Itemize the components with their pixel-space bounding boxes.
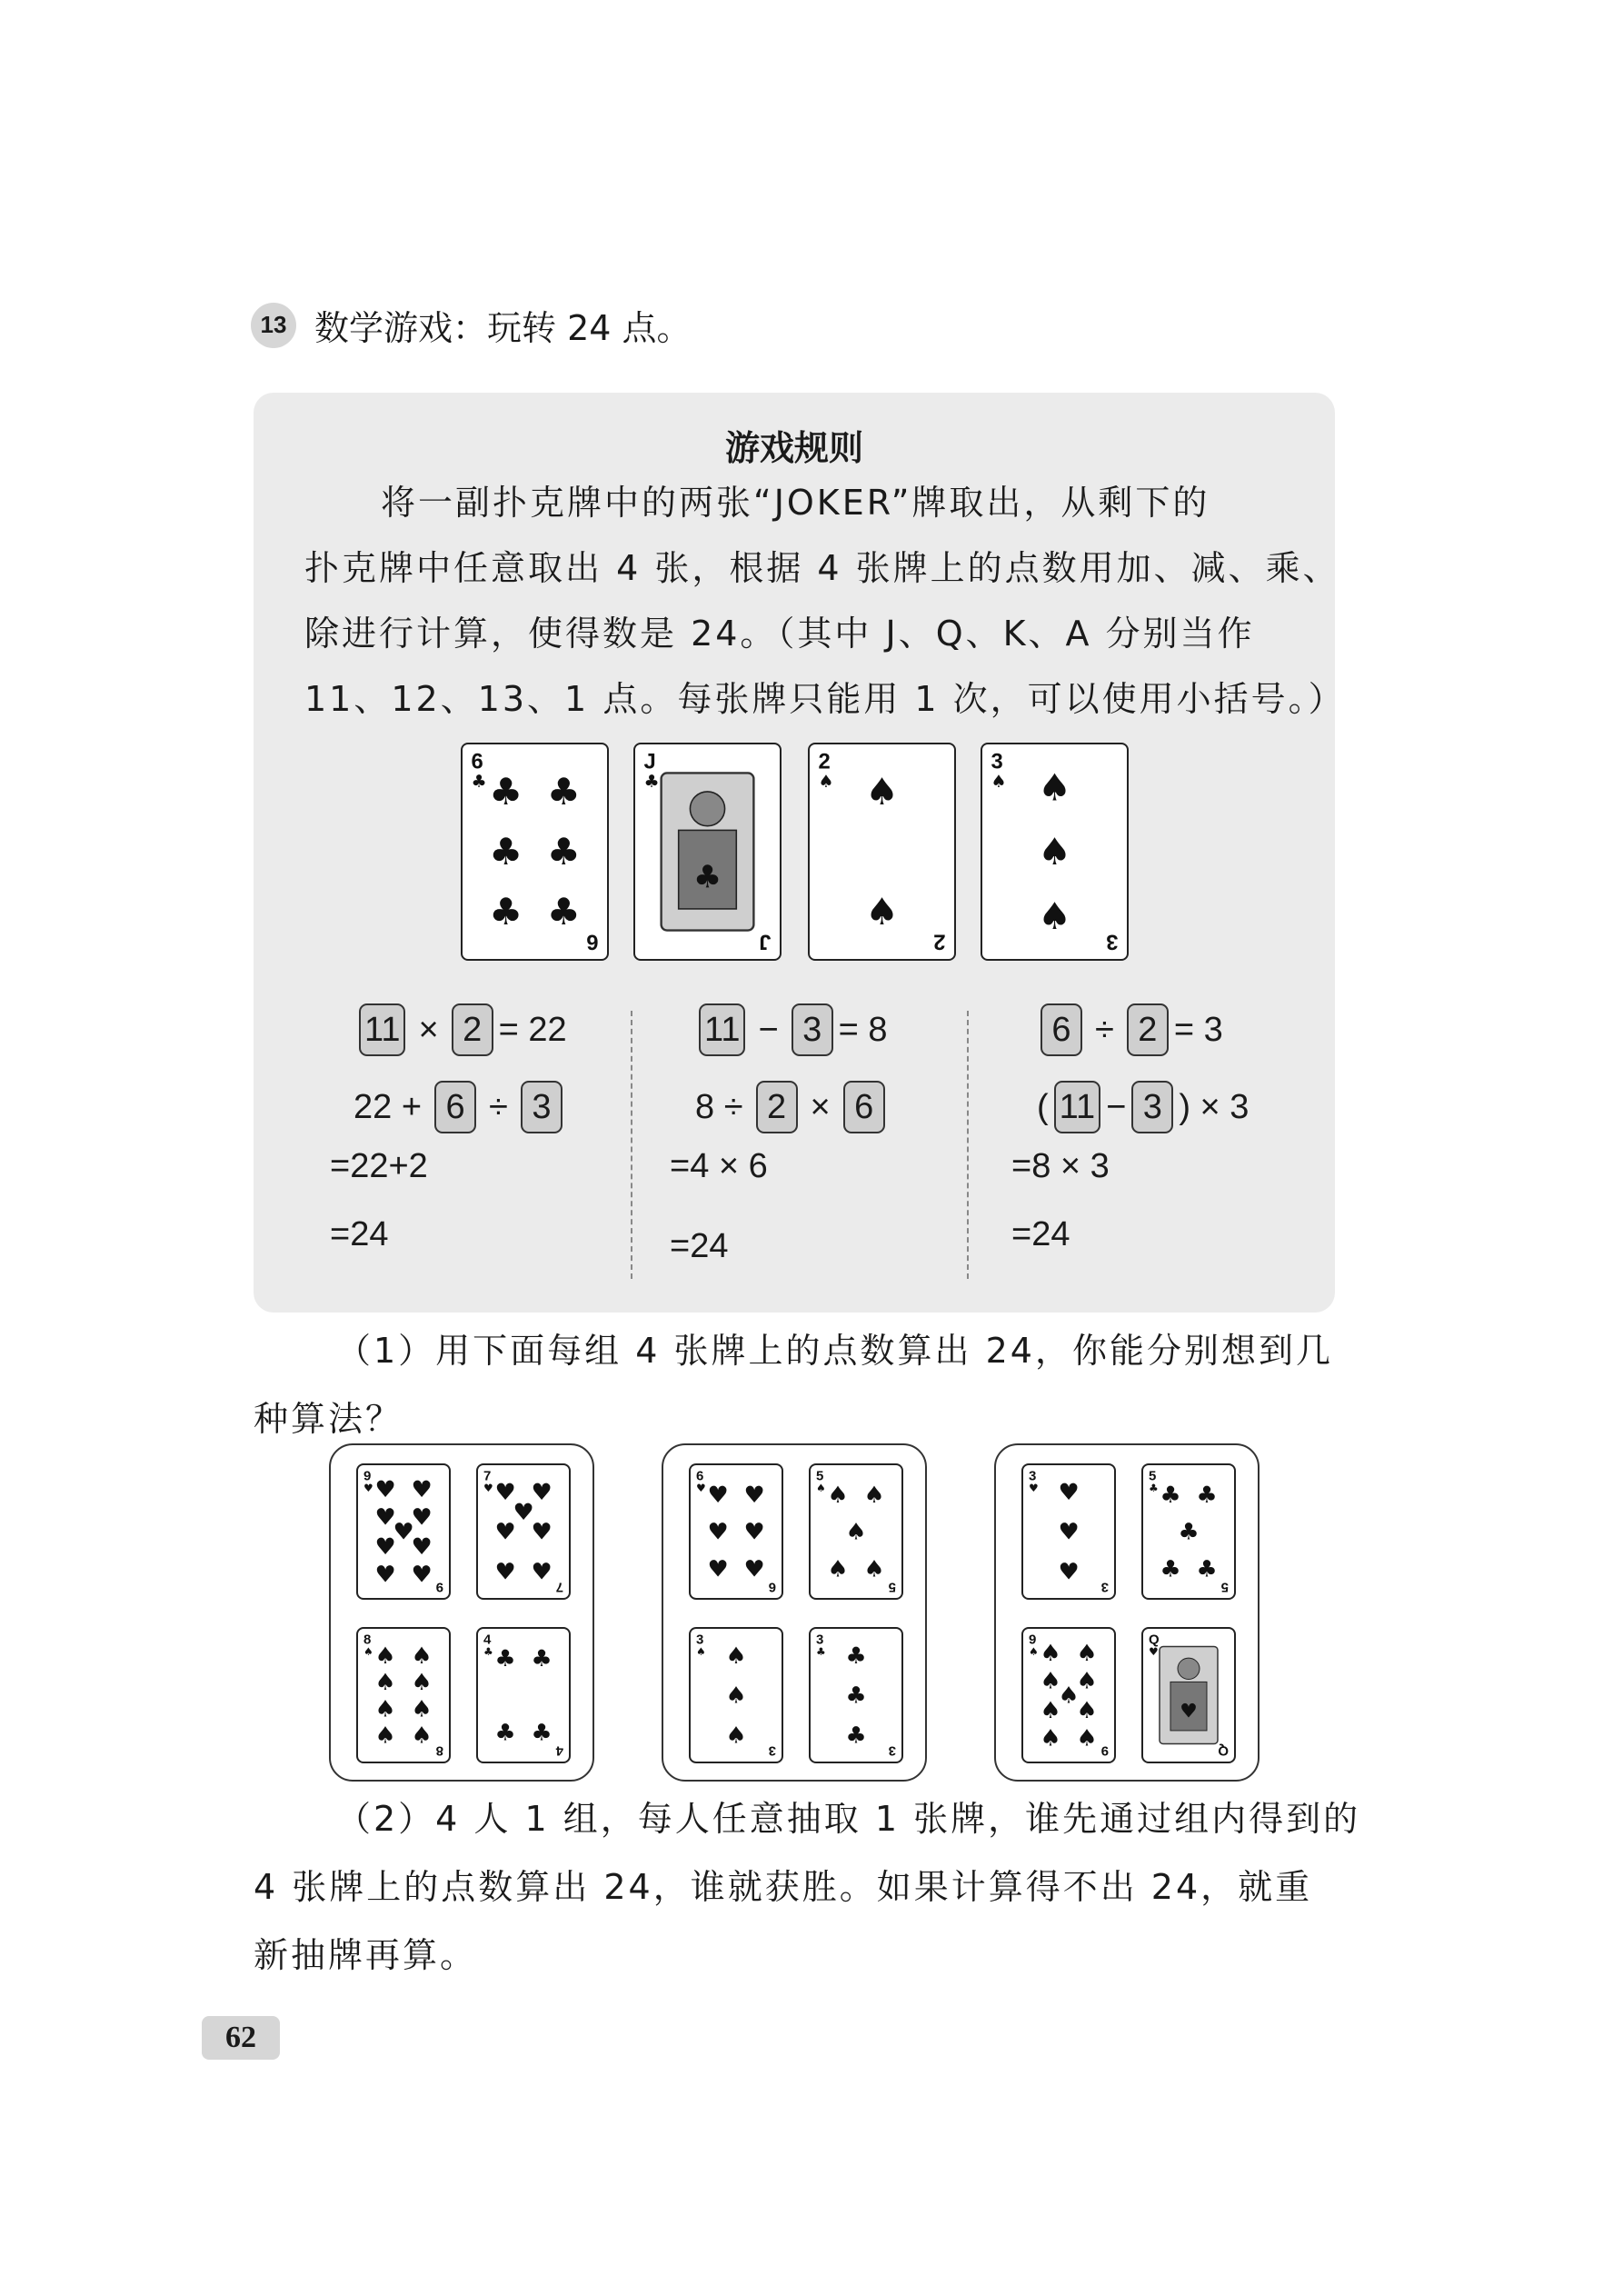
operator: ÷ bbox=[489, 1087, 508, 1126]
card-corner-suit-icon: ♥ bbox=[483, 1482, 493, 1495]
number-box: 11 bbox=[699, 1003, 745, 1056]
number-box: 11 bbox=[1054, 1081, 1100, 1133]
face-card-head-icon bbox=[690, 792, 724, 826]
heart-pip-icon: ♥ bbox=[1058, 1519, 1080, 1546]
playing-card bbox=[461, 743, 609, 961]
spade-pip-icon: ♠ bbox=[1076, 1724, 1098, 1752]
spade-pip-icon: ♠ bbox=[1037, 830, 1072, 874]
card-rank: 3 bbox=[1106, 929, 1119, 953]
card-rank: 6 bbox=[586, 929, 599, 953]
spade-pip-icon: ♠ bbox=[411, 1669, 433, 1697]
spade-card-face bbox=[691, 1629, 782, 1762]
card-rank: 3 bbox=[1029, 1469, 1037, 1484]
method-3-line-2 bbox=[1037, 1081, 1249, 1133]
spade-pip-icon: ♠ bbox=[374, 1642, 396, 1670]
club-pip-icon: ♣ bbox=[1160, 1482, 1181, 1509]
rules-line-3: 除进行计算，使得数是 24。（其中 J、Q、K、A 分别当作 bbox=[304, 614, 1255, 654]
expression-text: ( bbox=[1037, 1087, 1049, 1126]
spade-pip-icon: ♠ bbox=[1040, 1640, 1061, 1667]
card-rank: 4 bbox=[555, 1742, 563, 1758]
playing-card bbox=[981, 743, 1129, 961]
dashed-divider bbox=[631, 1011, 632, 1279]
number-box: 2 bbox=[452, 1003, 493, 1056]
question-1-line-1: （1）用下面每组 4 张牌上的点数算出 24，你能分别想到几 bbox=[336, 1331, 1333, 1371]
playing-card bbox=[476, 1627, 571, 1763]
playing-card bbox=[809, 1463, 903, 1600]
card-rank: 4 bbox=[483, 1632, 492, 1648]
card-rank: 9 bbox=[1029, 1632, 1037, 1648]
method-2-line-4: =24 bbox=[670, 1227, 729, 1265]
face-card-head-icon bbox=[1178, 1658, 1200, 1679]
expression-text: 22 + bbox=[353, 1087, 423, 1126]
rules-line-2: 扑克牌中任意取出 4 张，根据 4 张牌上的点数用加、减、乘、 bbox=[304, 548, 1340, 588]
spade-pip-icon: ♠ bbox=[1037, 765, 1072, 810]
method-1-line-4: =24 bbox=[330, 1215, 389, 1253]
rules-title: 游戏规则 bbox=[724, 428, 863, 468]
number-box: 2 bbox=[1127, 1003, 1169, 1056]
spade-pip-icon: ♠ bbox=[845, 1519, 867, 1546]
playing-card bbox=[689, 1463, 783, 1600]
club-pip-icon: ♣ bbox=[1196, 1482, 1218, 1509]
heart-card-face bbox=[1023, 1465, 1114, 1598]
club-pip-icon: ♣ bbox=[1160, 1555, 1181, 1583]
playing-card bbox=[1141, 1627, 1236, 1763]
club-pip-icon: ♣ bbox=[494, 1645, 516, 1672]
spade-card-face bbox=[358, 1629, 449, 1762]
method-3-line-1 bbox=[1035, 1003, 1223, 1056]
heart-pip-icon: ♥ bbox=[531, 1558, 553, 1586]
playing-card bbox=[1021, 1463, 1116, 1600]
spade-pip-icon: ♠ bbox=[864, 770, 900, 814]
card-group-2 bbox=[662, 1443, 927, 1782]
card-rank: 3 bbox=[991, 750, 1003, 774]
spade-pip-icon: ♠ bbox=[1037, 894, 1072, 938]
card-rank: 9 bbox=[1100, 1742, 1109, 1758]
spade-pip-icon: ♠ bbox=[725, 1682, 747, 1710]
rules-line-4: 11、12、13、1 点。每张牌只能用 1 次，可以使用小括号。） bbox=[304, 679, 1346, 719]
playing-card bbox=[476, 1463, 571, 1600]
method-1-line-1 bbox=[353, 1003, 567, 1056]
operator: ÷ bbox=[1095, 1010, 1114, 1049]
card-corner-suit-icon: ♥ bbox=[363, 1482, 373, 1495]
expression-text: 8 ÷ bbox=[695, 1087, 743, 1126]
heart-pip-icon: ♥ bbox=[374, 1476, 396, 1503]
club-pip-icon: ♣ bbox=[1178, 1519, 1200, 1546]
card-corner-suit-icon: ♠ bbox=[991, 772, 1007, 793]
card-rank: 3 bbox=[816, 1632, 824, 1648]
method-2-line-1 bbox=[693, 1003, 888, 1056]
card-corner-suit-icon: ♠ bbox=[1029, 1645, 1039, 1659]
spade-pip-icon: ♠ bbox=[374, 1669, 396, 1697]
heart-pip-icon: ♥ bbox=[531, 1519, 553, 1546]
playing-card bbox=[1141, 1463, 1236, 1600]
heart-pip-icon: ♥ bbox=[393, 1519, 414, 1546]
method-1-line-2 bbox=[353, 1081, 568, 1133]
playing-card bbox=[809, 1627, 903, 1763]
playing-card bbox=[689, 1627, 783, 1763]
heart-pip-icon: ♥ bbox=[494, 1479, 516, 1506]
heart-pip-icon: ♥ bbox=[707, 1519, 729, 1546]
question-2-line-3: 新抽牌再算。 bbox=[254, 1935, 478, 1975]
card-corner-suit-icon: ♣ bbox=[1149, 1482, 1159, 1495]
club-pip-icon: ♣ bbox=[845, 1682, 867, 1710]
card-rank: J bbox=[643, 750, 656, 774]
heart-pip-icon: ♥ bbox=[513, 1499, 534, 1526]
card-corner-suit-icon: ♠ bbox=[363, 1645, 373, 1659]
question-2-line-2: 4 张牌上的点数算出 24，谁就获胜。如果计算得不出 24，就重 bbox=[254, 1867, 1313, 1907]
number-box: 6 bbox=[1041, 1003, 1082, 1056]
spade-pip-icon: ♠ bbox=[725, 1722, 747, 1750]
problem-header bbox=[251, 300, 692, 350]
card-rank: 3 bbox=[888, 1742, 896, 1758]
card-corner-suit-icon: ♣ bbox=[483, 1645, 493, 1659]
club-card-face bbox=[1143, 1465, 1234, 1598]
card-rank: 5 bbox=[888, 1579, 896, 1594]
card-rank: 5 bbox=[1220, 1579, 1229, 1594]
card-corner-suit-icon: ♥ bbox=[1029, 1482, 1039, 1495]
number-box: 3 bbox=[521, 1081, 563, 1133]
spade-pip-icon: ♠ bbox=[863, 1482, 885, 1509]
result-text: = 22 bbox=[498, 1010, 567, 1049]
spade-pip-icon: ♠ bbox=[1076, 1668, 1098, 1695]
card-rank: Q bbox=[1218, 1742, 1229, 1758]
number-box: 6 bbox=[434, 1081, 476, 1133]
spade-card-face bbox=[810, 744, 954, 959]
card-corner-suit-icon: ♣ bbox=[643, 772, 660, 793]
playing-card bbox=[356, 1463, 451, 1600]
spade-pip-icon: ♠ bbox=[864, 890, 900, 934]
spade-card-face bbox=[1023, 1629, 1114, 1762]
card-corner-suit-icon: ♠ bbox=[816, 1482, 826, 1495]
heart-pip-icon: ♥ bbox=[411, 1533, 433, 1561]
card-group-3 bbox=[994, 1443, 1260, 1782]
number-box: 3 bbox=[792, 1003, 833, 1056]
question-1-line-2: 种算法？ bbox=[254, 1399, 403, 1439]
card-rank: 2 bbox=[933, 929, 946, 953]
spade-pip-icon: ♠ bbox=[725, 1642, 747, 1670]
card-group-1 bbox=[329, 1443, 594, 1782]
card-corner-suit-icon: ♠ bbox=[696, 1645, 706, 1659]
card-rank: 3 bbox=[696, 1632, 704, 1648]
spade-pip-icon: ♠ bbox=[411, 1642, 433, 1670]
club-pip-icon: ♣ bbox=[546, 830, 581, 874]
club-card-face bbox=[811, 1629, 901, 1762]
heart-pip-icon: ♥ bbox=[743, 1555, 765, 1583]
heart-pip-icon: ♥ bbox=[1058, 1558, 1080, 1586]
spade-pip-icon: ♠ bbox=[827, 1555, 849, 1583]
number-box: 6 bbox=[843, 1081, 885, 1133]
operator: × bbox=[418, 1010, 439, 1049]
club-pip-icon: ♣ bbox=[489, 890, 523, 934]
card-rank: 7 bbox=[483, 1469, 492, 1484]
card-rank: 3 bbox=[1100, 1579, 1109, 1594]
spade-pip-icon: ♠ bbox=[1040, 1724, 1061, 1752]
number-box: 3 bbox=[1131, 1081, 1173, 1133]
card-rank: J bbox=[759, 929, 772, 953]
method-3-line-3: =8 × 3 bbox=[1011, 1147, 1110, 1185]
operator: × bbox=[810, 1087, 831, 1126]
card-corner-suit-icon: ♥ bbox=[696, 1482, 706, 1495]
club-pip-icon: ♣ bbox=[546, 770, 581, 814]
problem-number: 13 bbox=[251, 303, 296, 348]
heart-pip-icon: ♥ bbox=[411, 1476, 433, 1503]
card-rank: 6 bbox=[471, 750, 483, 774]
method-2-line-2 bbox=[695, 1081, 891, 1133]
club-pip-icon: ♣ bbox=[489, 770, 523, 814]
rules-box bbox=[254, 393, 1346, 1313]
card-rank: 5 bbox=[1149, 1469, 1157, 1484]
playing-card bbox=[1021, 1627, 1116, 1763]
club-pip-icon: ♣ bbox=[692, 859, 722, 896]
club-pip-icon: ♣ bbox=[494, 1719, 516, 1747]
heart-pip-icon: ♥ bbox=[531, 1479, 553, 1506]
heart-pip-icon: ♥ bbox=[743, 1519, 765, 1546]
heart-pip-icon: ♥ bbox=[411, 1504, 433, 1532]
club-pip-icon: ♣ bbox=[531, 1645, 553, 1672]
card-rank: 3 bbox=[768, 1742, 776, 1758]
heart-pip-icon: ♥ bbox=[494, 1558, 516, 1586]
expression-text: ) × 3 bbox=[1179, 1087, 1250, 1126]
card-rank: 8 bbox=[435, 1742, 443, 1758]
card-rank: 7 bbox=[555, 1579, 563, 1594]
heart-pip-icon: ♥ bbox=[707, 1555, 729, 1583]
operator: − bbox=[1106, 1087, 1127, 1126]
number-box: 2 bbox=[756, 1081, 798, 1133]
club-card-face bbox=[635, 744, 780, 959]
club-pip-icon: ♣ bbox=[546, 890, 581, 934]
heart-pip-icon: ♥ bbox=[1180, 1700, 1198, 1723]
page-number: 62 bbox=[202, 2016, 280, 2060]
rules-line-1: 将一副扑克牌中的两张“JOKER”牌取出，从剩下的 bbox=[381, 483, 1210, 523]
club-pip-icon: ♣ bbox=[1196, 1555, 1218, 1583]
spade-card-face bbox=[982, 744, 1127, 959]
heart-card-face bbox=[358, 1465, 449, 1598]
problem-title: 数学游戏：玩转 24 点。 bbox=[314, 308, 692, 348]
spade-pip-icon: ♠ bbox=[1076, 1697, 1098, 1724]
heart-card-face bbox=[691, 1465, 782, 1598]
method-1-line-3: =22+2 bbox=[330, 1147, 428, 1185]
spade-pip-icon: ♠ bbox=[411, 1722, 433, 1750]
question-2-line-1: （2）4 人 1 组，每人任意抽取 1 张牌，谁先通过组内得到的 bbox=[336, 1799, 1361, 1839]
playing-card bbox=[633, 743, 782, 961]
playing-card bbox=[356, 1627, 451, 1763]
spade-pip-icon: ♠ bbox=[1040, 1668, 1061, 1695]
spade-pip-icon: ♠ bbox=[374, 1722, 396, 1750]
spade-pip-icon: ♠ bbox=[374, 1695, 396, 1723]
card-rank: Q bbox=[1149, 1632, 1160, 1648]
dashed-divider bbox=[967, 1011, 969, 1279]
card-rank: 9 bbox=[435, 1579, 443, 1594]
heart-pip-icon: ♥ bbox=[494, 1519, 516, 1546]
number-box: 11 bbox=[359, 1003, 405, 1056]
heart-pip-icon: ♥ bbox=[1058, 1479, 1080, 1506]
spade-pip-icon: ♠ bbox=[827, 1482, 849, 1509]
result-text: = 3 bbox=[1173, 1010, 1223, 1049]
club-pip-icon: ♣ bbox=[845, 1642, 867, 1670]
result-text: = 8 bbox=[838, 1010, 888, 1049]
heart-card-face bbox=[1143, 1629, 1234, 1762]
card-rank: 5 bbox=[816, 1469, 824, 1484]
club-card-face bbox=[478, 1629, 569, 1762]
heart-card-face bbox=[478, 1465, 569, 1598]
heart-pip-icon: ♥ bbox=[374, 1561, 396, 1589]
club-pip-icon: ♣ bbox=[531, 1719, 553, 1747]
operator: − bbox=[758, 1010, 779, 1049]
card-corner-suit-icon: ♣ bbox=[471, 772, 487, 793]
spade-pip-icon: ♠ bbox=[1040, 1697, 1061, 1724]
card-rank: 6 bbox=[696, 1469, 704, 1484]
spade-pip-icon: ♠ bbox=[863, 1555, 885, 1583]
playing-card bbox=[808, 743, 956, 961]
heart-pip-icon: ♥ bbox=[743, 1482, 765, 1509]
card-rank: 6 bbox=[768, 1579, 776, 1594]
heart-pip-icon: ♥ bbox=[374, 1533, 396, 1561]
card-corner-suit-icon: ♠ bbox=[818, 772, 834, 793]
method-2-line-3: =4 × 6 bbox=[670, 1147, 768, 1185]
heart-pip-icon: ♥ bbox=[707, 1482, 729, 1509]
card-rank: 8 bbox=[363, 1632, 372, 1648]
card-rank: 2 bbox=[818, 750, 831, 774]
spade-pip-icon: ♠ bbox=[1076, 1640, 1098, 1667]
spade-pip-icon: ♠ bbox=[411, 1695, 433, 1723]
heart-pip-icon: ♥ bbox=[411, 1561, 433, 1589]
card-corner-suit-icon: ♥ bbox=[1149, 1645, 1159, 1659]
spade-pip-icon: ♠ bbox=[1058, 1682, 1080, 1710]
spade-card-face bbox=[811, 1465, 901, 1598]
heart-pip-icon: ♥ bbox=[374, 1504, 396, 1532]
method-3-line-4: =24 bbox=[1011, 1215, 1070, 1253]
club-pip-icon: ♣ bbox=[845, 1722, 867, 1750]
card-corner-suit-icon: ♣ bbox=[816, 1645, 826, 1659]
club-pip-icon: ♣ bbox=[489, 830, 523, 874]
club-card-face bbox=[463, 744, 607, 959]
card-rank: 9 bbox=[363, 1469, 372, 1484]
